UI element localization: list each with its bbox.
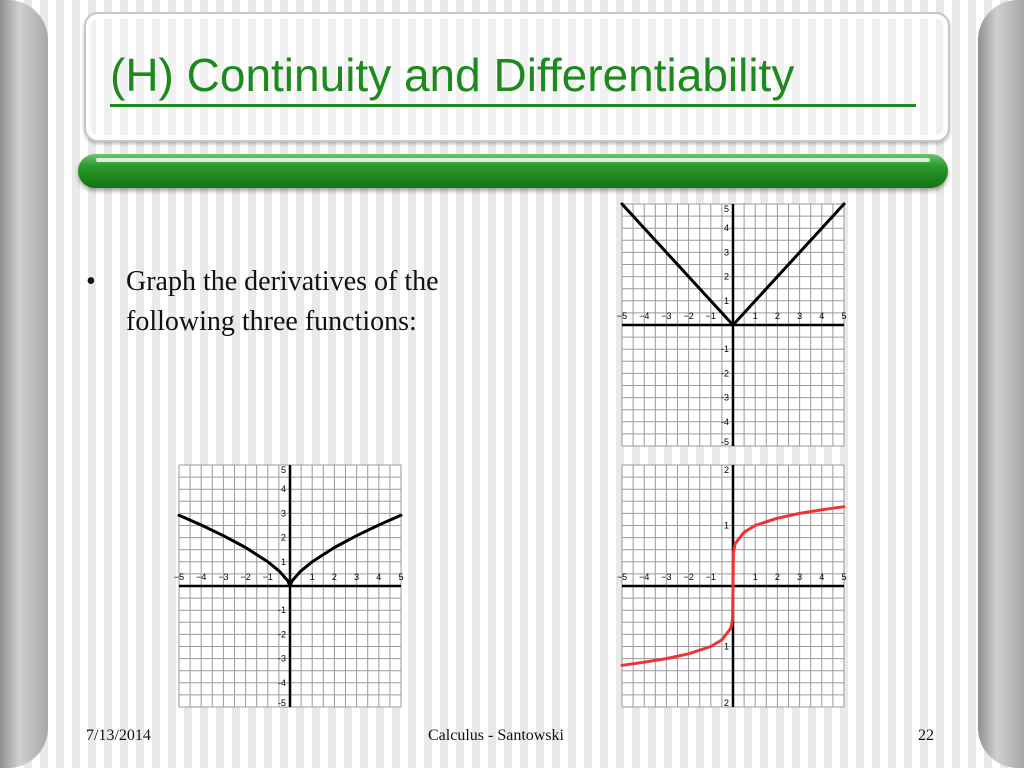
x-tick-label: −5 — [616, 311, 628, 321]
slide-title: (H) Continuity and Differentiability — [110, 49, 795, 101]
x-tick-label: −5 — [173, 572, 185, 582]
y-tick-label: 1 — [723, 295, 729, 306]
title-divider-bar — [78, 154, 948, 188]
x-tick-label: −4 — [639, 572, 650, 582]
x-tick-label: 4 — [819, 572, 825, 582]
y-tick-label: 1 — [280, 556, 286, 567]
y-tick-label: 3 — [280, 508, 286, 519]
graph-sqrt-abs-x — [173, 465, 404, 708]
y-tick-label: 1 — [723, 520, 729, 531]
x-tick-label: −2 — [683, 572, 694, 582]
x-tick-label: −2 — [240, 572, 251, 582]
x-tick-label: −5 — [616, 572, 628, 582]
y-tick-label: 5 — [280, 465, 286, 475]
y-tick-label: -4 — [720, 416, 729, 427]
x-tick-label: 5 — [398, 572, 404, 582]
x-tick-label: 5 — [841, 572, 847, 582]
graph-cube-root-x-svg — [616, 465, 847, 708]
y-tick-label: 2 — [723, 271, 729, 282]
y-tick-label: -5 — [720, 437, 729, 447]
footer-page-number: 22 — [918, 727, 934, 744]
y-tick-label: 5 — [723, 204, 729, 214]
x-tick-label: 3 — [797, 311, 803, 321]
y-tick-label: -1 — [720, 344, 729, 355]
y-tick-label: 2 — [280, 532, 286, 543]
y-tick-label: 2 — [723, 465, 729, 475]
left-decorative-pillar — [0, 0, 48, 768]
x-tick-label: −1 — [705, 311, 716, 321]
y-tick-label: -5 — [277, 698, 286, 708]
graph-abs-x-svg — [616, 204, 847, 447]
y-tick-label: 3 — [723, 247, 729, 258]
title-underline — [110, 104, 916, 107]
x-tick-label: 1 — [309, 572, 315, 582]
x-tick-label: −4 — [639, 311, 650, 321]
x-tick-label: 1 — [752, 572, 758, 582]
x-tick-label: 4 — [819, 311, 825, 321]
y-tick-label: 4 — [280, 484, 286, 495]
y-tick-label: -3 — [277, 653, 286, 664]
footer-date: 7/13/2014 — [86, 727, 151, 744]
x-tick-label: 5 — [841, 311, 847, 321]
bullet-marker: • — [86, 266, 96, 297]
x-tick-label: −3 — [661, 311, 672, 321]
y-tick-label: 4 — [723, 223, 729, 234]
x-tick-label: 1 — [752, 311, 758, 321]
right-decorative-pillar — [978, 0, 1024, 768]
x-tick-label: −4 — [196, 572, 207, 582]
x-tick-label: 2 — [331, 572, 337, 582]
y-tick-label: -2 — [277, 629, 286, 640]
y-tick-label: 1 — [723, 641, 729, 652]
bullet-text: Graph the derivatives of the following three functions: — [126, 266, 439, 337]
footer-title: Calculus - Santowski — [428, 727, 564, 744]
x-tick-label: 2 — [774, 311, 780, 321]
graph-abs-x — [616, 204, 847, 447]
y-tick-label: -2 — [720, 368, 729, 379]
x-tick-label: 2 — [774, 572, 780, 582]
x-tick-label: 3 — [797, 572, 803, 582]
graph-sqrt-abs-x-svg — [173, 465, 404, 708]
graph-cube-root-x — [616, 465, 847, 708]
x-tick-label: −2 — [683, 311, 694, 321]
y-tick-label: 2 — [723, 698, 729, 708]
x-tick-label: −3 — [661, 572, 672, 582]
x-tick-label: 3 — [354, 572, 360, 582]
y-tick-label: -4 — [277, 677, 286, 688]
x-tick-label: −1 — [705, 572, 716, 582]
x-tick-label: −1 — [262, 572, 273, 582]
y-tick-label: -1 — [277, 605, 286, 616]
y-tick-label: -3 — [720, 392, 729, 403]
x-tick-label: 4 — [376, 572, 382, 582]
x-tick-label: −3 — [218, 572, 229, 582]
